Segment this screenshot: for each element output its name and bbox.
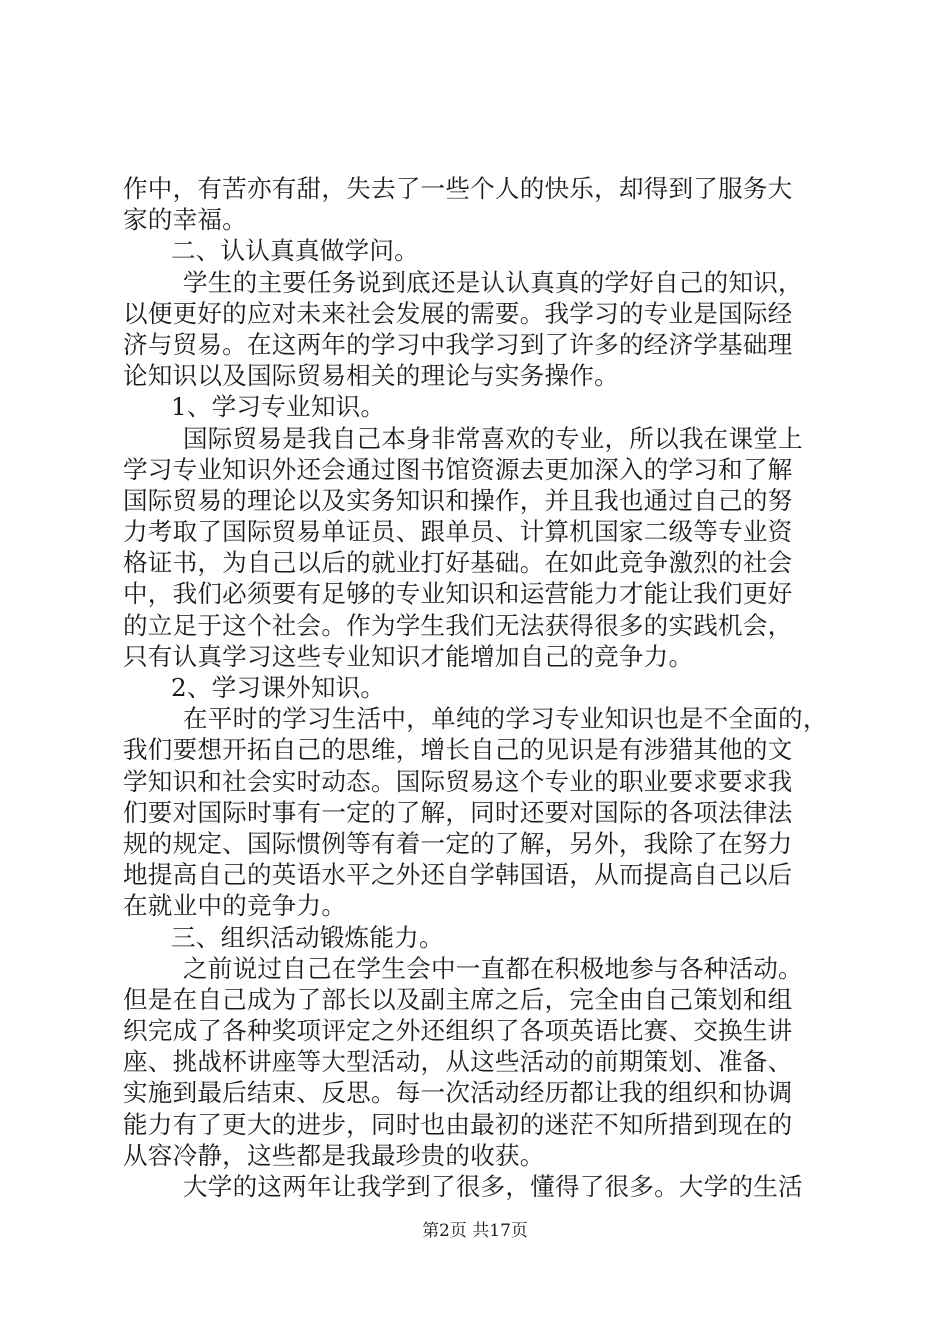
text-line: 在平时的学习生活中，单纯的学习专业知识也是不全面的， <box>183 704 828 734</box>
text-line: 我们要想开拓自己的思维，增长自己的见识是有涉猎其他的文 <box>123 735 793 765</box>
text-line: 能力有了更大的进步，同时也由最初的迷茫不知所措到现在的 <box>123 1109 793 1139</box>
text-line: 学知识和社会实时动态。国际贸易这个专业的职业要求要求我 <box>123 766 793 796</box>
text-line: 论知识以及国际贸易相关的理论与实务操作。 <box>123 361 619 391</box>
text-line: 格证书，为自己以后的就业打好基础。在如此竞争激烈的社会 <box>123 548 793 578</box>
text-line: 从容冷静，这些都是我最珍贵的收获。 <box>123 1140 545 1170</box>
text-line: 中，我们必须要有足够的专业知识和运营能力才能让我们更好 <box>123 579 793 609</box>
text-line: 在就业中的竞争力。 <box>123 891 347 921</box>
text-line: 以便更好的应对未来社会发展的需要。我学习的专业是国际经 <box>123 298 793 328</box>
text-line: 力考取了国际贸易单证员、跟单员、计算机国家二级等专业资 <box>123 517 793 547</box>
text-line: 1、学习专业知识。 <box>171 392 386 422</box>
text-line: 但是在自己成为了部长以及副主席之后，完全由自己策划和组 <box>123 984 793 1014</box>
text-line: 作中，有苦亦有甜，失去了一些个人的快乐，却得到了服务大 <box>123 174 793 203</box>
text-line: 织完成了各种奖项评定之外还组织了各项英语比赛、交换生讲 <box>123 1016 793 1046</box>
text-line: 规的规定、国际惯例等有着一定的了解，另外，我除了在努力 <box>123 828 793 858</box>
text-line: 地提高自己的英语水平之外还自学韩国语，从而提高自己以后 <box>123 860 793 890</box>
text-line: 三、组织活动锻炼能力。 <box>171 922 444 952</box>
text-line: 们要对国际时事有一定的了解，同时还要对国际的各项法律法 <box>123 797 793 827</box>
page-footer: 第2页 共17页 <box>422 1221 528 1241</box>
text-line: 只有认真学习这些专业知识才能增加自己的竞争力。 <box>123 641 694 671</box>
text-line: 座、挑战杯讲座等大型活动，从这些活动的前期策划、准备、 <box>123 1047 793 1077</box>
text-line: 之前说过自己在学生会中一直都在积极地参与各种活动。 <box>183 953 803 983</box>
text-line: 国际贸易是我自己本身非常喜欢的专业，所以我在课堂上 <box>183 423 803 453</box>
text-line: 实施到最后结束、反思。每一次活动经历都让我的组织和协调 <box>123 1078 793 1108</box>
text-line: 大学的这两年让我学到了很多，懂得了很多。大学的生活 <box>183 1172 803 1201</box>
text-line: 学习专业知识外还会通过图书馆资源去更加深入的学习和了解 <box>123 454 793 484</box>
text-line: 济与贸易。在这两年的学习中我学习到了许多的经济学基础理 <box>123 329 793 359</box>
text-line: 二、认认真真做学问。 <box>171 236 419 266</box>
text-line: 国际贸易的理论以及实务知识和操作，并且我也通过自己的努 <box>123 485 793 515</box>
text-line: 的立足于这个社会。作为学生我们无法获得很多的实践机会， <box>123 610 793 640</box>
text-line: 家的幸福。 <box>123 205 247 235</box>
text-line: 2、学习课外知识。 <box>171 673 386 702</box>
text-line: 学生的主要任务说到底还是认认真真的学好自己的知识， <box>183 267 803 297</box>
document-body <box>123 173 833 1202</box>
